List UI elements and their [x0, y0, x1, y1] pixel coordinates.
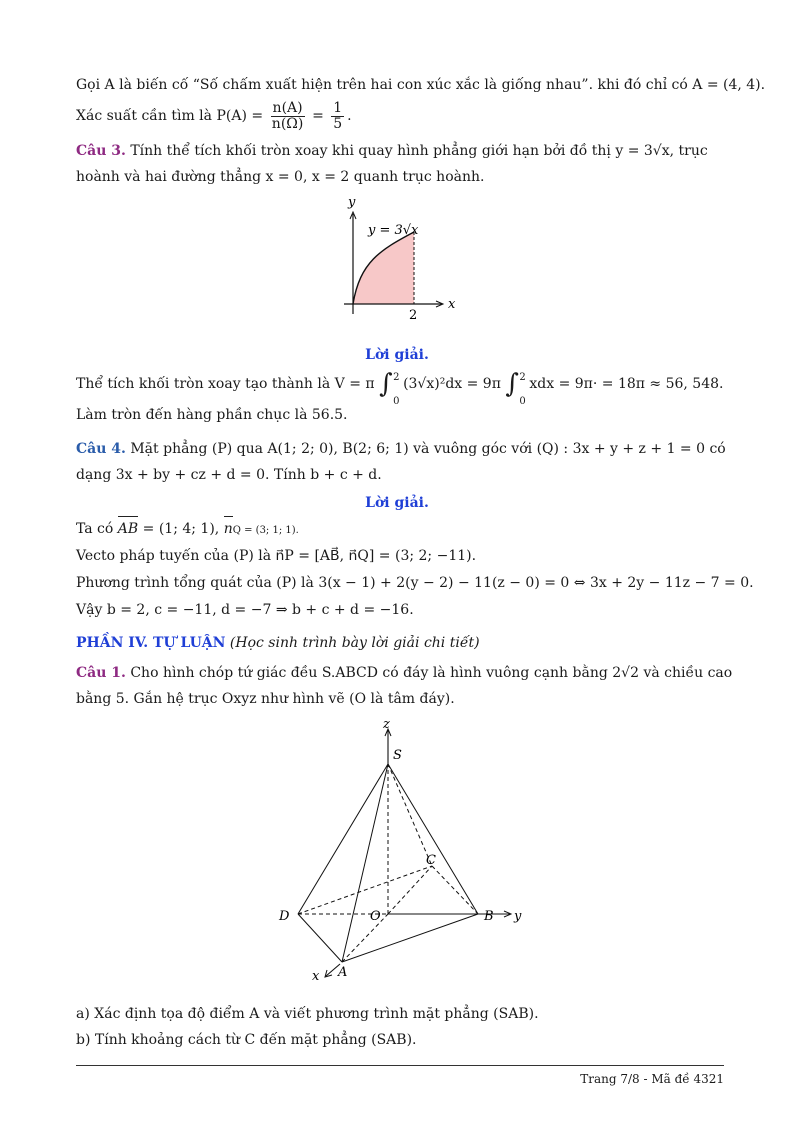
label-z: z [383, 717, 390, 732]
q3-solution-title: Lời giải. [365, 347, 429, 363]
q4-line-2: dạng 3x + by + cz + d = 0. Tính b + c + d. [76, 467, 382, 483]
q3-line-2: hoành và hai đường thẳng x = 0, x = 2 quanh trục hoành. [76, 169, 485, 185]
q4-sol1-a: Ta có [76, 521, 118, 537]
q3-sol-line-2: Làm tròn đến hàng phần chục là 56.5. [76, 407, 348, 423]
tick-2-label: 2 [409, 308, 418, 323]
x-axis-label: x [448, 297, 456, 312]
vector-n: n [224, 516, 233, 542]
part4-note: (Học sinh trình bày lời giải chi tiết) [229, 635, 480, 651]
c1-label: Câu 1. [76, 665, 126, 681]
label-x: x [312, 969, 320, 984]
equals-sign: = [312, 108, 324, 124]
period: . [347, 108, 352, 124]
q4-sol-line-2: Vecto pháp tuyến của (P) là n⃗P = [AB⃗, n⃗Q] = (3; 2; −11). [76, 548, 477, 564]
q3-text-1: Tính thể tích khối tròn xoay khi quay hình phẳng giới hạn bởi đồ thị y = 3√x, trục [130, 143, 708, 159]
integral-sign-2: ∫ 2 0 [505, 369, 526, 407]
label-B: B [484, 909, 494, 924]
c1-text-1: Cho hình chóp tứ giác đều S.ABCD có đáy là hình vuông cạnh bằng 2√2 và chiều cao [130, 665, 733, 681]
fraction-one-fifth: $\frac{1}{5}$ [333, 99, 343, 132]
label-O: O [370, 909, 381, 924]
prev-line-2-text: Xác suất cần tìm là P(A) = [76, 108, 264, 124]
edge-DA [298, 914, 342, 962]
edge-AB [342, 914, 478, 962]
vector-AB: AB [118, 516, 138, 542]
q3-sol-text-b: (3√x)²dx = 9π [403, 376, 501, 392]
q4-solution-title: Lời giải. [365, 495, 429, 511]
c1-line-2: bằng 5. Gắn hệ trục Oxyz như hình vẽ (O là tâm đáy). [76, 691, 455, 707]
q4-label: Câu 4. [76, 441, 126, 457]
fraction-nA: $\frac{n(A)}{n(\Omega)}$ [271, 99, 304, 132]
c1-part-a: a) Xác định tọa độ điểm A và viết phương trình mặt phẳng (SAB). [76, 1006, 539, 1022]
y-axis-label: y [348, 195, 356, 210]
q4-sol1-b: = (1; 4; 1), [138, 521, 224, 537]
segment-OC [388, 866, 432, 914]
edge-SB [388, 764, 478, 914]
edge-DC [298, 866, 432, 914]
label-S: S [393, 748, 402, 763]
label-D: D [279, 909, 290, 924]
q3-sol-text-a: Thể tích khối tròn xoay tạo thành là V = π [76, 376, 375, 392]
pyramid-figure [270, 716, 530, 986]
q3-sol-text-c: xdx = 9π· = 18π ≈ 56, 548. [529, 376, 724, 392]
prev-line-2 [76, 96, 724, 136]
q4-sol1-c: Q = (3; 1; 1). [232, 525, 299, 536]
edge-SC [388, 764, 432, 866]
q3-graph [330, 192, 470, 324]
curve-label: y = 3√x [368, 223, 419, 238]
footer-divider [76, 1065, 724, 1066]
edge-SA [342, 764, 388, 962]
label-C: C [426, 853, 436, 868]
prev-line-1: Gọi A là biến cố “Số chấm xuất hiện trên hai con xúc xắc là giống nhau”. khi đó chỉ có A = (4, 4). [76, 77, 766, 93]
q4-sol-line-3: Phương trình tổng quát của (P) là 3(x − 1) + 2(y − 2) − 11(z − 0) = 0 ⇔ 3x + 2y − 11z − 7 = 0. [76, 575, 754, 591]
integral-sign-1: ∫ 2 0 [379, 369, 400, 407]
c1-line-1 [76, 660, 733, 686]
edge-SD [298, 764, 388, 914]
q4-sol-line-4: Vậy b = 2, c = −11, d = −7 ⇒ b + c + d = −16. [76, 602, 414, 618]
label-y: y [514, 909, 522, 924]
q3-sol-line-1 [76, 360, 724, 408]
q3-label: Câu 3. [76, 143, 126, 159]
part4-heading [76, 630, 724, 656]
q3-line-1 [76, 138, 724, 164]
q4-line-1 [76, 436, 724, 462]
q4-sol-line-1 [76, 516, 724, 544]
edge-CB [432, 866, 478, 914]
shaded-region [353, 232, 414, 304]
c1-part-b: b) Tính khoảng cách từ C đến mặt phẳng (SAB). [76, 1032, 417, 1048]
q4-text-1: Mặt phẳng (P) qua A(1; 2; 0), B(2; 6; 1) và vuông góc với (Q) : 3x + y + z + 1 = 0 có [130, 441, 726, 457]
page-footer: Trang 7/8 - Mã đề 4321 [580, 1072, 724, 1086]
label-A: A [338, 965, 348, 980]
segment-AO [342, 914, 388, 962]
part4-title: PHẦN IV. TỰ LUẬN [76, 635, 226, 651]
